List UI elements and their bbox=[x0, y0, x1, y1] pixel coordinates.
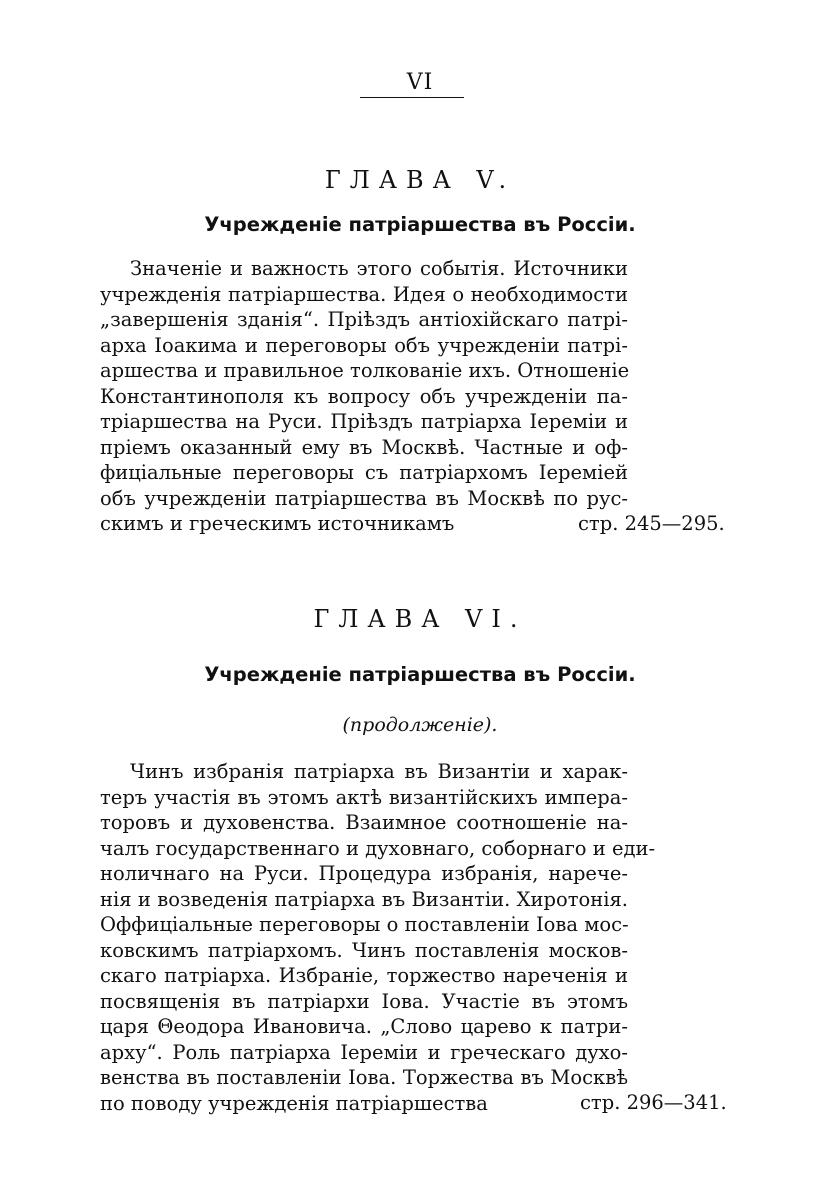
summary-line: по поводу учрежденія патріаршества bbox=[100, 1091, 488, 1115]
summary-line: „завершенія зданія“. Пріѣздъ антіохійскаго патрі- bbox=[100, 308, 628, 331]
summary-line: скаго патріарха. Избраніе, торжество нареченія и bbox=[100, 964, 628, 987]
summary-line: пріемъ оказанный ему въ Москвѣ. Частные и оф- bbox=[100, 435, 628, 459]
chapter-5-heading: ГЛАВА V. bbox=[324, 166, 516, 194]
summary-line: посвященія въ патріархи Іова. Участіе въ этомъ bbox=[100, 989, 628, 1013]
page-number-rule bbox=[360, 97, 464, 98]
chapter-5-summary bbox=[100, 256, 628, 537]
summary-line: арха Іоакима и переговоры объ учрежденіи патрі- bbox=[100, 333, 628, 357]
chapter-5-page-range: стр. 245—295. bbox=[578, 512, 725, 535]
summary-line: объ учрежденіи патріаршества въ Москвѣ по рус- bbox=[100, 486, 628, 510]
summary-line: теръ участія въ этомъ актѣ византійскихъ импера- bbox=[100, 785, 628, 809]
summary-line: чалъ государственнаго и духовнаго, соборнаго и еди- bbox=[100, 836, 656, 860]
summary-line: царя Θеодора Ивановича. „Слово царево к патри- bbox=[100, 1015, 628, 1038]
summary-line: ноличнаго на Руси. Процедура избранія, нарече- bbox=[100, 862, 628, 885]
page-number: VI bbox=[406, 70, 434, 95]
summary-line: тріаршества на Руси. Пріѣздъ патріарха Іереміи и bbox=[100, 410, 628, 433]
summary-line: Константинополя къ вопросу объ учрежденіи па- bbox=[100, 384, 628, 408]
summary-line: венства въ поставленіи Іова. Торжества въ Москвѣ bbox=[100, 1066, 628, 1089]
summary-line: учрежденія патріаршества. Идея о необходимости bbox=[100, 282, 628, 306]
summary-line: ковскимъ патріархомъ. Чинъ поставленія москов- bbox=[100, 938, 628, 962]
chapter-6-heading: ГЛАВА VI. bbox=[313, 605, 527, 633]
summary-line: арху“. Роль патріарха Іереміи и греческаго духо- bbox=[100, 1040, 628, 1064]
summary-line: нія и возведенія патріарха въ Византіи. Хиротонія. bbox=[100, 887, 628, 911]
summary-line: аршества и правильное толкованіе ихъ. Отношеніе bbox=[100, 359, 630, 382]
summary-line: скимъ и греческимъ источникамъ bbox=[100, 512, 455, 535]
chapter-6-page-range: стр. 296—341. bbox=[580, 1091, 727, 1114]
chapter-5-title: Учрежденіе патріаршества въ Россіи. bbox=[204, 213, 636, 236]
summary-line: торовъ и духовенства. Взаимное соотношеніе на- bbox=[100, 811, 628, 834]
summary-line: Значеніе и важность этого событія. Источники bbox=[130, 257, 628, 280]
summary-line: Оффиціальные переговоры о поставленіи Іова мос- bbox=[100, 913, 629, 936]
chapter-6-subtitle: (продолженіе). bbox=[342, 714, 498, 736]
summary-line: Чинъ избранія патріарха въ Византіи и харак- bbox=[130, 760, 628, 783]
chapter-6-title: Учрежденіе патріаршества въ Россіи. bbox=[204, 663, 636, 686]
summary-line: фиціальные переговоры съ патріархомъ Іереміей bbox=[100, 461, 628, 484]
